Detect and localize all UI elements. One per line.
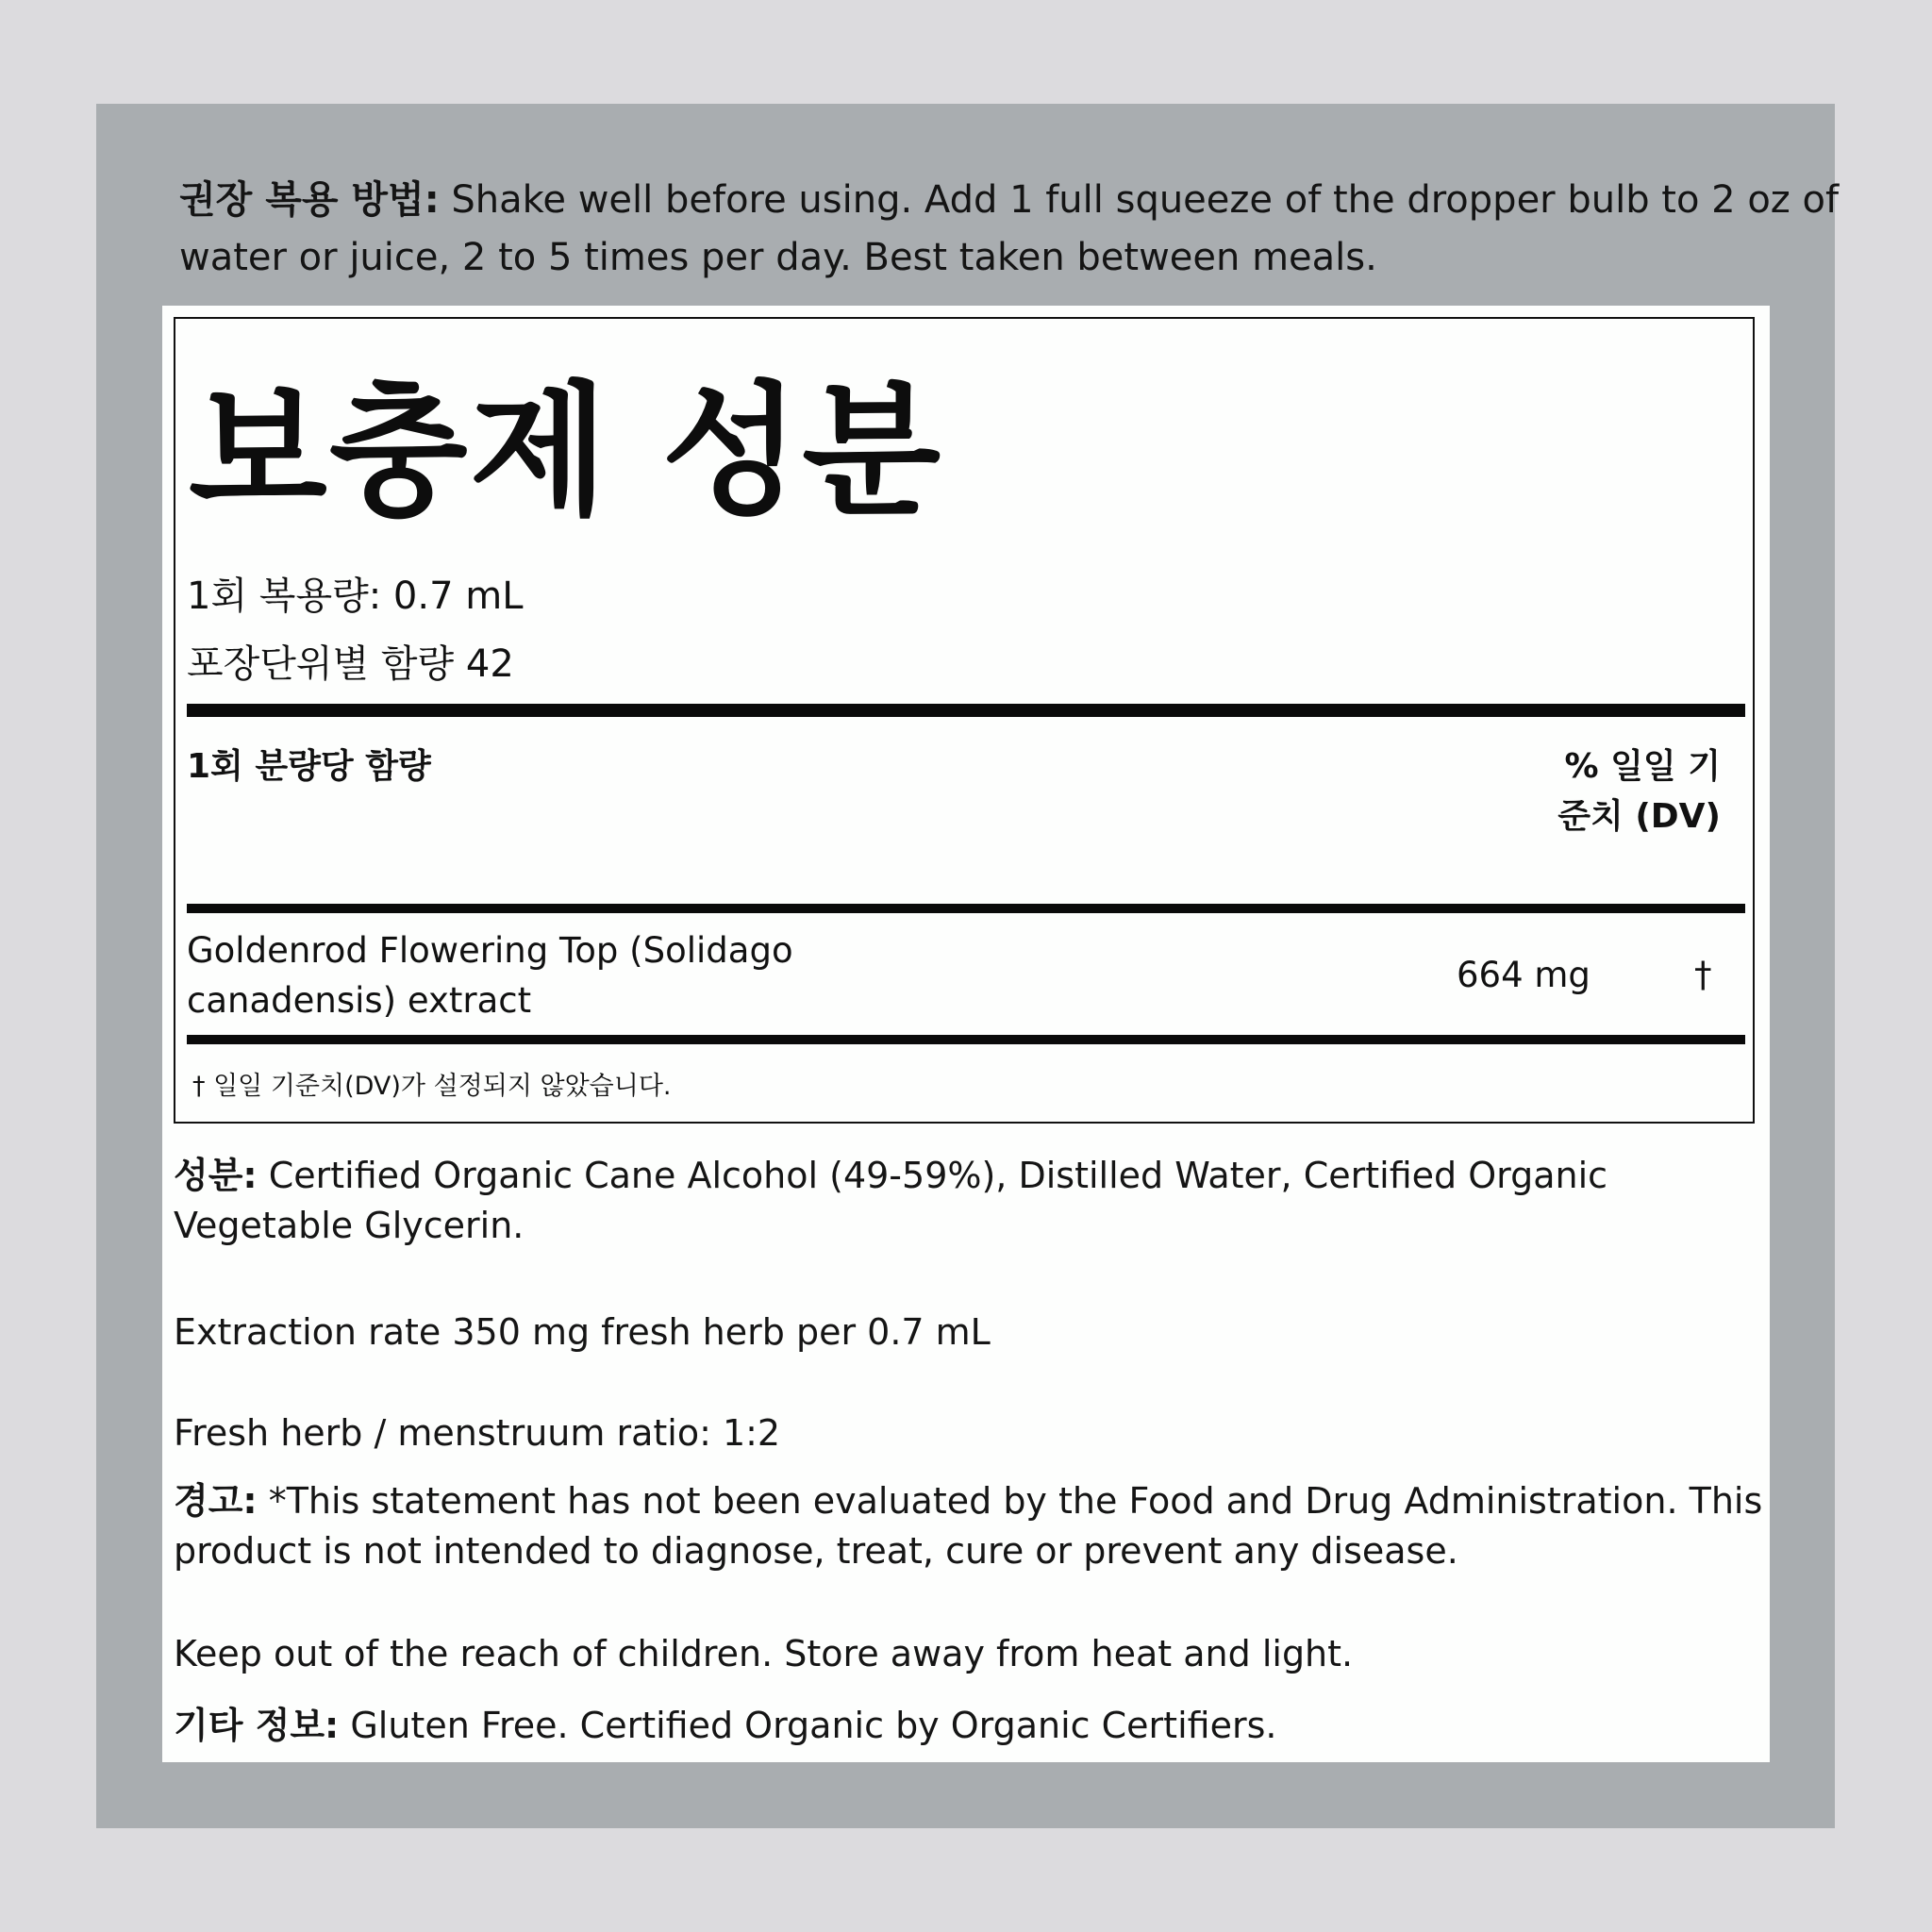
amount-per-serving-header: 1회 분량당 함량 [187,747,431,786]
directions-text [179,172,1840,287]
facts-title: 보충제 성분 [189,368,943,535]
extraction-rate: Extraction rate 350 mg fresh herb per 0.7 mL [174,1311,991,1353]
servings-per-container: 포장단위별 함량 42 [187,642,514,686]
daily-value-header: % 일일 기준치 (DV) [1557,747,1721,836]
supplement-facts-box [174,317,1755,1124]
dv-footnote: † 일일 기준치(DV)가 설정되지 않았습니다. [192,1072,672,1101]
other-info-text [174,1701,1768,1751]
directions-label: 권장 복용 방법: [179,178,440,222]
warning-body: *This statement has not been evaluated by the Food and Drug Administration. This product is not intended to diagnose, treat, cure or prevent any disease. [174,1480,1763,1572]
header-divider [187,904,1745,913]
label-panel [96,104,1840,1828]
keep-out-text: Keep out of the reach of children. Store away from heat and light. [174,1633,1354,1674]
warning-text [174,1476,1768,1576]
serving-size: 1회 복용량: 0.7 mL [187,575,524,618]
ingredient-dv: † [1694,955,1712,995]
ingredient-amount: 664 mg [1457,955,1591,995]
ingredients-body: Certified Organic Cane Alcohol (49-59%), Distilled Water, Certified Organic Vegetable Glycerin. [174,1155,1608,1246]
label-card [162,306,1770,1762]
ingredient-divider [187,1035,1745,1044]
warning-label: 경고: [174,1480,258,1522]
directions-body: Shake well before using. Add 1 full squeeze of the dropper bulb to 2 oz of water or juice, 2 to 5 times per day. Best taken between meals. [179,178,1840,279]
ingredients-label: 성분: [174,1155,258,1196]
herb-ratio: Fresh herb / menstruum ratio: 1:2 [174,1412,781,1454]
thick-divider [187,704,1745,717]
ingredient-name: Goldenrod Flowering Top (Solidago canadensis) extract [187,930,793,1021]
other-info-label: 기타 정보: [174,1705,340,1746]
other-info-body: Gluten Free. Certified Organic by Organic Certifiers. [339,1705,1277,1746]
ingredients-text [174,1151,1768,1251]
